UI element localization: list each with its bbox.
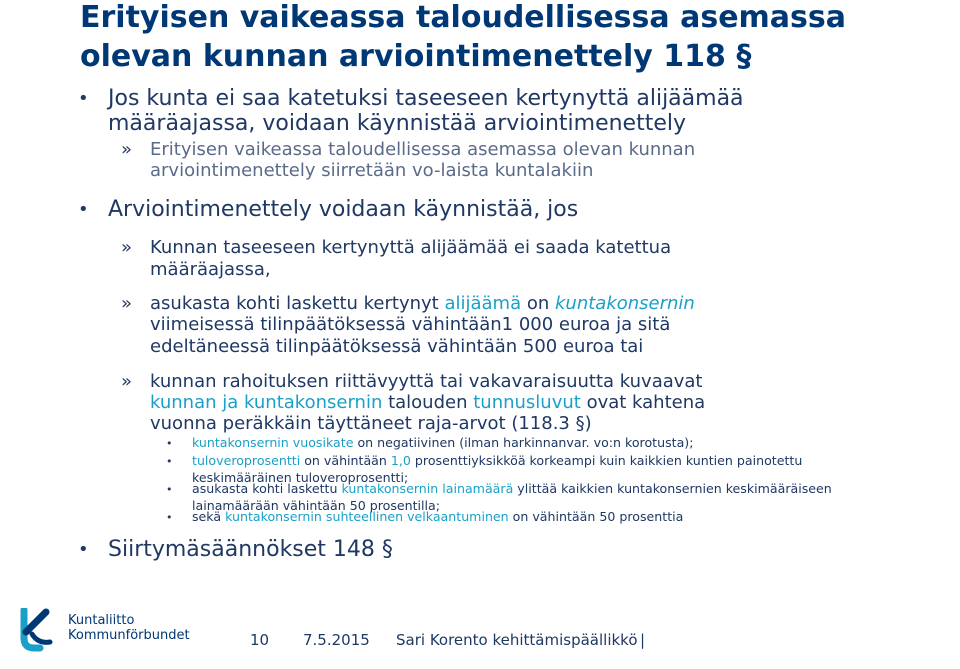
condition-1-line-1: Kunnan taseeseen kertynyttä alijäämää ei saada katettua <box>150 237 672 258</box>
slide-title <box>80 0 940 76</box>
criterion-3-line-1 <box>192 480 832 497</box>
bullet-marker: • <box>78 88 89 109</box>
criterion-3-highlight: kuntakonsernin lainamäärä <box>341 481 514 496</box>
condition-2-line-2: viimeisessä tilinpäätöksessä vähintään1 000 euroa ja sitä <box>150 314 671 335</box>
bullet-1-sub-line-2: arviointimenettely siirretään vo-laista kuntalakiin <box>150 160 594 181</box>
criterion-2-line-1 <box>192 452 802 469</box>
sub-marker: » <box>121 139 133 160</box>
condition-3-text-c: talouden <box>382 392 474 413</box>
bullet-marker: • <box>166 483 173 496</box>
logo-text-line-2: Kommunförbundet <box>68 628 190 643</box>
condition-2-highlight-alijaama: alijäämä <box>444 293 522 314</box>
criterion-2-text-d: prosenttiyksikköä korkeampi kuin kaikkien kuntien painotettu <box>410 453 803 468</box>
condition-2-highlight-konserni: kuntakonsernin <box>555 293 695 314</box>
sub-marker: » <box>121 293 133 314</box>
condition-3-highlight-kunnan: kunnan ja <box>150 392 245 413</box>
criterion-4-text-a: sekä <box>192 509 226 524</box>
condition-3-line-3: vuonna peräkkäin täyttäneet raja-arvot (118.3 §) <box>150 413 592 434</box>
condition-3-line-1: kunnan rahoituksen riittävyyttä tai vakavaraisuutta kuvaavat <box>150 371 703 392</box>
condition-3-line-2 <box>150 392 705 414</box>
condition-1-line-2: määräajassa, <box>150 259 271 280</box>
title-line-2: olevan kunnan arviointimenettely 118 § <box>80 39 752 74</box>
page-number: 10 <box>250 631 270 649</box>
condition-3-highlight-tunnusluvut: tunnusluvut <box>473 392 581 413</box>
bullet-marker: • <box>78 199 89 220</box>
logo-text-line-1: Kuntaliitto <box>68 613 135 628</box>
condition-2-line-3: edeltäneessä tilinpäätöksessä vähintään 500 euroa tai <box>150 336 644 357</box>
criterion-3-line-2: lainamäärään vähintään 50 prosentilla; <box>192 498 441 513</box>
criterion-2-highlight-a: tuloveroprosentti <box>192 453 301 468</box>
criterion-2-line-2: keskimääräinen tuloveroprosentti; <box>192 470 409 485</box>
bullet-2: Arviointimenettely voidaan käynnistää, jos <box>108 197 579 222</box>
bullet-3: Siirtymäsäännökset 148 § <box>108 537 393 562</box>
sub-marker: » <box>121 371 133 392</box>
condition-3-highlight-konserni: kuntakonsernin <box>244 392 383 413</box>
logo-icon <box>16 608 56 654</box>
criterion-4 <box>192 508 683 525</box>
criterion-1 <box>192 434 693 451</box>
footer-author: Sari Korento kehittämispäällikkö <box>396 631 638 649</box>
criterion-4-highlight: kuntakonsernin suhteellinen velkaantuminen <box>225 509 509 524</box>
bullet-marker: • <box>166 455 173 468</box>
criterion-1-text: on negatiivinen (ilman harkinnanvar. vo:n korotusta); <box>353 435 694 450</box>
criterion-1-highlight: kuntakonsernin vuosikate <box>192 435 354 450</box>
criterion-3-text-a: asukasta kohti laskettu <box>192 481 342 496</box>
criterion-4-text-c: on vähintään 50 prosenttia <box>508 509 684 524</box>
footer-date: 7.5.2015 <box>303 631 370 649</box>
condition-2-text-c: on <box>521 293 555 314</box>
bullet-marker: • <box>166 437 173 450</box>
condition-3-text-e: ovat kahtena <box>580 392 706 413</box>
condition-2-line-1 <box>150 293 695 315</box>
criterion-2-highlight-c: 1,0 <box>390 453 411 468</box>
kuntaliitto-logo <box>16 608 216 654</box>
sub-marker: » <box>121 237 133 258</box>
bullet-1-sub-line-1: Erityisen vaikeassa taloudellisessa asemassa olevan kunnan <box>150 139 696 160</box>
bullet-1-line-2: määräajassa, voidaan käynnistää arviointimenettely <box>108 111 687 136</box>
bullet-1-line-1: Jos kunta ei saa katetuksi taseeseen kertynyttä alijäämää <box>108 86 744 111</box>
condition-2-text-a: asukasta kohti laskettu kertynyt <box>150 293 445 314</box>
criterion-2-text-b: on vähintään <box>300 453 391 468</box>
criterion-3-text-c: ylittää kaikkien kuntakonsernien keskimääräiseen <box>513 481 832 496</box>
bullet-marker: • <box>166 511 173 524</box>
title-line-1: Erityisen vaikeassa taloudellisessa asemassa <box>80 0 846 35</box>
bullet-marker: • <box>78 539 89 560</box>
footer-separator: | <box>640 631 646 649</box>
